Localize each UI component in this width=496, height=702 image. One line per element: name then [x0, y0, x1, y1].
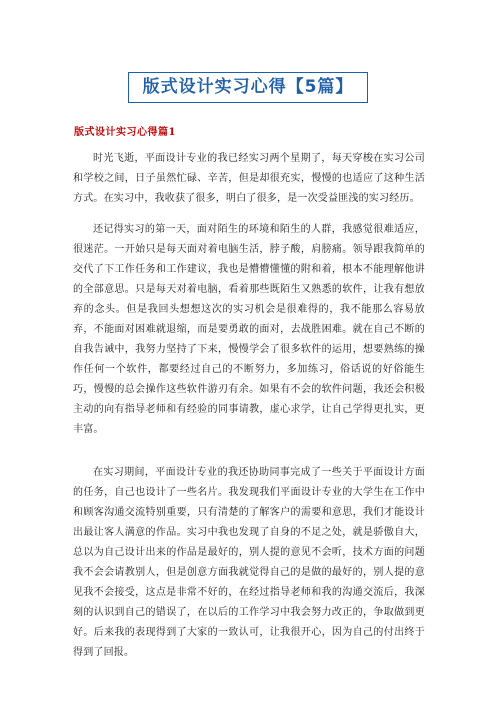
paragraph-text: 在实习期间，平面设计专业的我还协助同事完成了一些关于平面设计方面的任务，自己也设计了一些名片。我发现我们平面设计专业的大学生在工作中和顾客沟通交流特别重要，只有清楚的了解客户的需要和意思，我们才能设计出最让客人满意的作品。实习中我也发现了自身的不足之处，就是骄傲自大，总以为自己设计出来的作品是最好的，别人提的意见不会听，技术方面的问题我不会会请教别人，但是创意方面我就觉得自己的是做的最好的，别人提的意见我不会接受，这点是非常不好的，在经过指导老师和我的沟通交流后，我深刻的认识到自己的错误了，在以后的工作学习中我会努力改正的，争取做到更好。后来我的表现得到了大家的一致认可，让我很开心，因为自己的付出终于得到了回报。 — [73, 467, 425, 658]
paragraph-2 — [73, 220, 425, 440]
title-wrapper — [0, 72, 496, 103]
paragraph-3 — [73, 463, 425, 663]
paragraph-text: 还记得实习的第一天，面对陌生的环境和陌生的人群，我感觉很难适应，很迷茫。一开始只是每天面对着电脑生活，脖子酸，肩膀痛。领导跟我简单的交代了下工作任务和工作建议，我也是懵懵懂懂的附和着，根本不能理解他讲的全部意思。只是每天对着电脑，看着那些既陌生又熟悉的软件，让我有想放弃的念头。但是我回头想想这次的实习机会是很难得的，我不能那么容易放弃，不能面对困难就退缩，而是要勇敢的面对，去战胜困难。就在自己不断的自我告诫中，我努力坚持了下来，慢慢学会了很多软件的运用，想要熟练的操作任何一个软件，都要经过自己的不断努力，多加练习，俗话说的好俗能生巧，慢慢的总会操作这些软件游刃有余。如果有不会的软件问题，我还会积极主动的向有指导老师和有经验的同事请教，虚心求学，让自己学得更扎实，更丰富。 — [73, 224, 425, 435]
paragraph-1 — [73, 149, 425, 209]
paragraph-text: 时光飞逝，平面设计专业的我已经实习两个星期了，每天穿梭在实习公司和学校之间，日子虽然忙碌、辛苦，但是却很充实，慢慢的也适应了这种生活方式。在实习中，我收获了很多，明白了很多，是一次受益匪浅的实习经历。 — [73, 153, 425, 204]
document-title: 版式设计实习心得【5篇】 — [128, 72, 369, 103]
section-heading: 版式设计实习心得篇1 — [74, 127, 176, 138]
